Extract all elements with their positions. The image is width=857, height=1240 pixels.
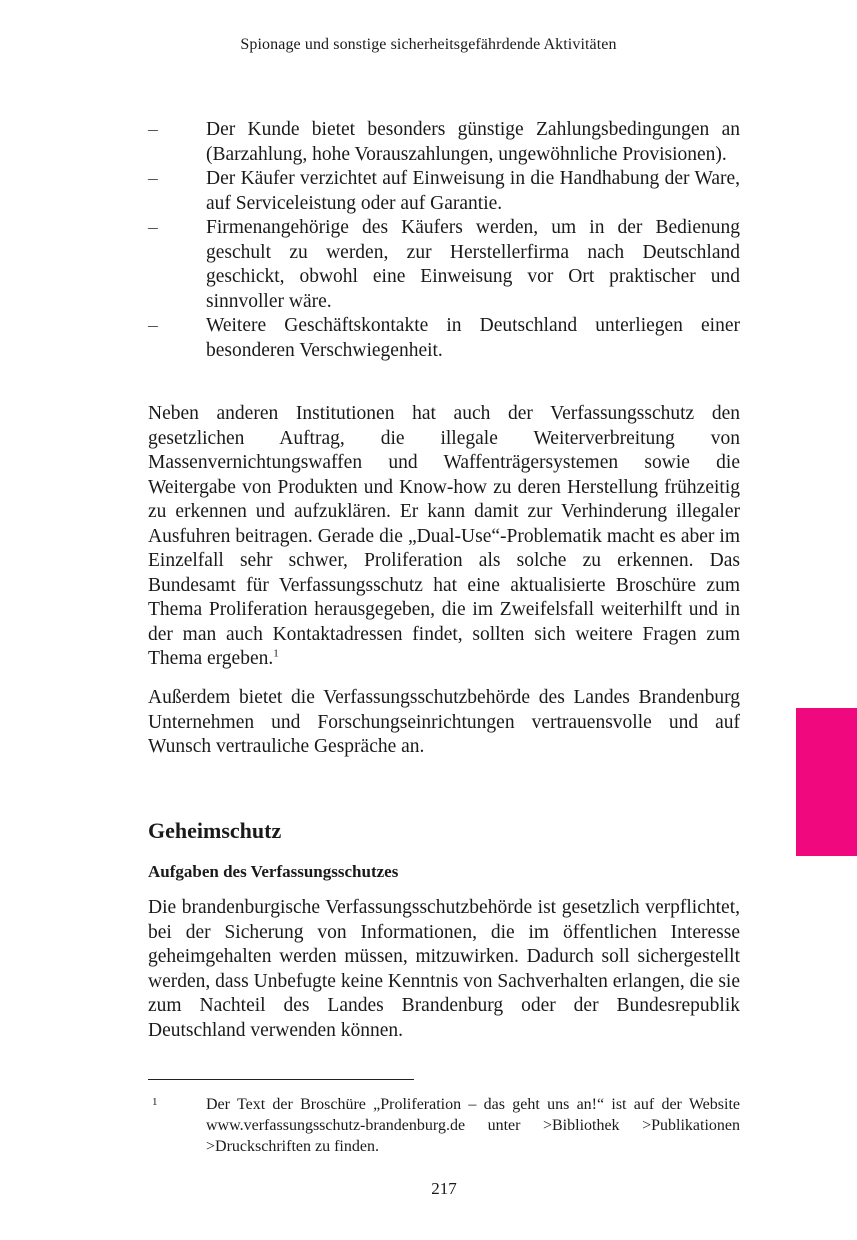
- bullet-text: Der Käufer verzichtet auf Einweisung in die Handhabung der Ware, auf Serviceleistung oder auf Garantie.: [206, 168, 740, 214]
- running-head: Spionage und sonstige sicherheitsgefährdende Aktivitäten: [240, 36, 617, 53]
- footnote: [148, 1094, 740, 1157]
- bullet-dash: –: [148, 217, 158, 238]
- footnote-reference[interactable]: 1: [273, 647, 279, 660]
- paragraph-consultation: Außerdem bietet die Verfassungsschutzbehörde des Landes Brandenburg Unternehmen und Forschungseinrichtungen vertrauensvolle und auf Wunsch vertrauliche Gespräche an.: [148, 687, 740, 757]
- bullet-text: Der Kunde bietet besonders günstige Zahlungsbedingungen an (Barzahlung, hohe Vorauszahlungen, ungewöhnliche Provisionen).: [206, 119, 740, 165]
- bullet-dash: –: [148, 168, 158, 189]
- list-item: [148, 314, 740, 363]
- chapter-tab-marker: [796, 708, 857, 856]
- sub-heading: Aufgaben des Verfassungsschutzes: [148, 862, 399, 881]
- paragraph-proliferation: [148, 402, 740, 672]
- section-heading: Geheimschutz: [148, 818, 282, 843]
- footnote-divider: [148, 1079, 414, 1080]
- page-number: 217: [431, 1179, 457, 1198]
- bullet-list: [148, 118, 740, 363]
- footnote-text: Der Text der Broschüre „Proliferation – das geht uns an!“ ist auf der Website www.verfassungsschutz-brandenburg.de unter >Bibliothek >Publikationen >Druckschriften zu finden.: [206, 1096, 740, 1155]
- list-item: [148, 216, 740, 314]
- footnote-number: 1: [152, 1096, 158, 1108]
- paragraph-classified-info: Die brandenburgische Verfassungsschutzbehörde ist gesetzlich verpflichtet, bei der Sicherung von Informationen, die im öffentlichen Interesse geheimgehalten werden müssen, mitzuwirken. Dadurch soll sichergestellt werden, dass Unbefugte keine Kenntnis von Sachverhalten erlangen, die sie zum Nachteil des Landes Brandenburg oder der Bundesrepublik Deutschland verwenden können.: [148, 897, 740, 1041]
- paragraph-text: Neben anderen Institutionen hat auch der Verfassungsschutz den gesetzlichen Auftrag, die illegale Weiterverbreitung von Massenvernichtungswaffen und Waffenträgersystemen sowie die Weitergabe von Produkten und Know-how zu deren Herstellung frühzeitig zu erkennen und aufzuklären. Er kann damit zur Verhinderung illegaler Ausfuhren beitragen. Gerade die „Dual-Use“-Problematik macht es aber im Einzelfall sehr schwer, Proliferation als solche zu erkennen. Das Bundesamt für Verfassungsschutz hat eine aktualisierte Broschüre zum Thema Proliferation herausgegeben, die im Zweifelsfall weiterhilft und in der man auch Kontaktadressen findet, sollten sich weitere Fragen zum Thema ergeben.: [148, 403, 740, 669]
- bullet-dash: –: [148, 119, 158, 140]
- bullet-text: Firmenangehörige des Käufers werden, um in der Bedienung geschult zu werden, zur Herstellerfirma nach Deutschland geschickt, obwohl eine Einweisung vor Ort praktischer und sinnvoller wäre.: [206, 217, 740, 312]
- bullet-dash: –: [148, 315, 158, 336]
- bullet-text: Weitere Geschäftskontakte in Deutschland unterliegen einer besonderen Verschwiegenheit.: [206, 315, 740, 361]
- list-item: [148, 167, 740, 216]
- list-item: [148, 118, 740, 167]
